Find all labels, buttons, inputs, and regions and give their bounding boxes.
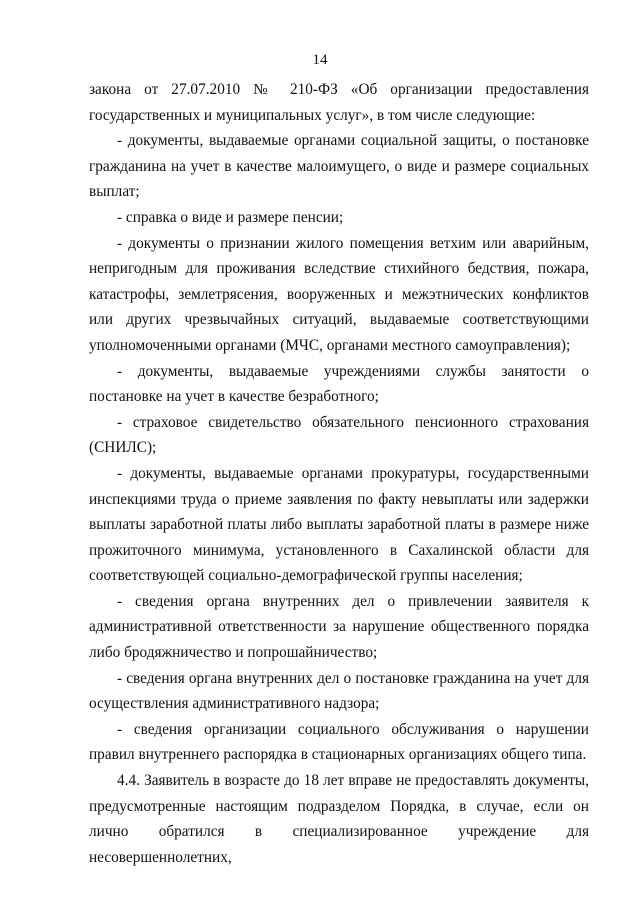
list-item-employment-service-documents: - документы, выдаваемые учреждениями службы занятости о постановке на учет в качестве безработного;: [89, 362, 589, 406]
list-item-pension-certificate: - справка о виде и размере пенсии;: [117, 208, 344, 226]
list-item-social-service-violations: - сведения организации социального обслуживания о нарушении правил внутреннего распорядка в стационарных организациях общего типа.: [89, 720, 589, 764]
paragraph-section-4-4: 4.4. Заявитель в возрасте до 18 лет вправе не предоставлять документы, предусмотренные настоящим подразделом Порядка, в случае, если он лично обратился в специализированное учреждение для несовершеннолетних,: [89, 772, 589, 866]
list-item-dwelling-unfit-documents: - документы о признании жилого помещения ветхим или аварийным, непригодным для проживания вследствие стихийного бедствия, пожара, катастрофы, землетрясения, вооруженных и межэтнических конфликтов или других чрезвычайных ситуаций, выдаваемые соответствующими уполномоченными органами (МЧС, органами местного самоуправления);: [89, 234, 589, 354]
list-item-snils: - страховое свидетельство обязательного пенсионного страхования (СНИЛС);: [89, 413, 589, 457]
list-item-police-supervision: - сведения органа внутренних дел о постановке гражданина на учет для осуществления административного надзора;: [89, 669, 589, 713]
page-number: 14: [312, 52, 328, 68]
list-item-prosecutor-labor-inspection-documents: - документы, выдаваемые органами прокуратуры, государственными инспекциями труда о приеме заявления по факту невыплаты или задержки выплаты заработной платы либо выплаты заработной платы в размере ниже прожиточного минимума, установленного в Сахалинской области для соответствующей социально-демографической группы населения;: [89, 464, 589, 585]
list-item-social-protection-documents: - документы, выдаваемые органами социальной защиты, о постановке гражданина на учет в качестве малоимущего, о виде и размере социальных выплат;: [89, 132, 589, 201]
list-item-police-administrative-liability: - сведения органа внутренних дел о привлечении заявителя к административной ответственности за нарушение общественного порядка либо бродяжничество и попрошайничество;: [89, 592, 589, 662]
document-body: [89, 77, 589, 870]
paragraph-law-reference: закона от 27.07.2010 № 210-ФЗ «Об организации предоставления государственных и муниципальных услуг», в том числе следующие:: [89, 81, 589, 124]
